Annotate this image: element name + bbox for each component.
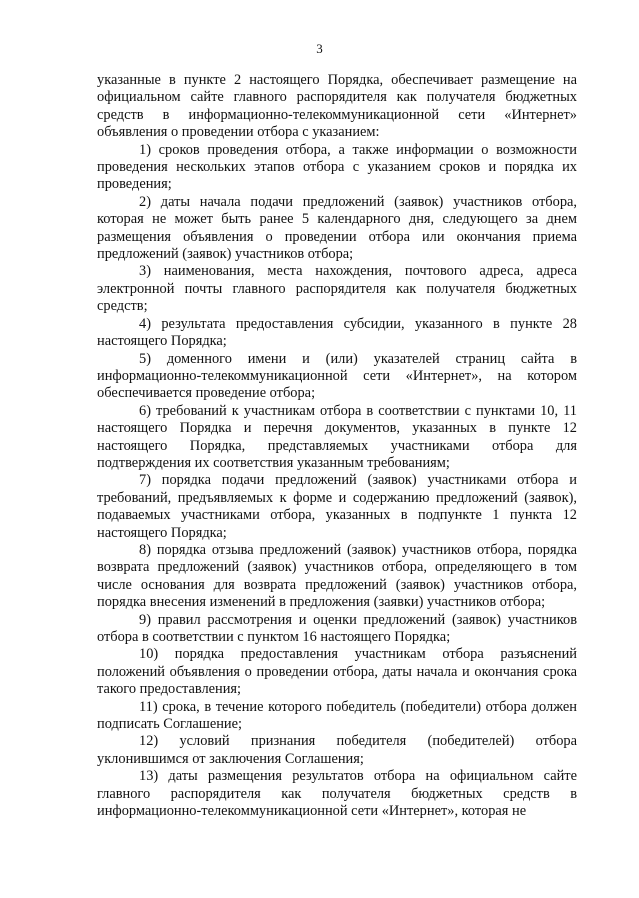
list-item-4: 4) результата предоставления субсидии, указанного в пункте 28 настоящего Порядка; bbox=[97, 315, 577, 350]
list-item-6: 6) требований к участникам отбора в соответствии с пунктами 10, 11 настоящего Порядка и перечня документов, указанных в пункте 12 настоящего Порядка, представляемых участниками отбора для подтверждения их соответствия указанным требованиям; bbox=[97, 402, 577, 471]
list-item-12: 12) условий признания победителя (победителей) отбора уклонившимся от заключения Соглашения; bbox=[97, 733, 577, 767]
list-item-8: 8) порядка отзыва предложений (заявок) участников отбора, порядка возврата предложений (заявок) участников отбора, определяющего в том числе основания для возврата предложений (заявок) участников отбора, порядка внесения изменений в предложения (заявки) участников отбора; bbox=[97, 541, 577, 611]
list-item-11: 11) срока, в течение которого победитель (победители) отбора должен подписать Соглашение; bbox=[97, 698, 577, 733]
list-item-9: 9) правил рассмотрения и оценки предложений (заявок) участников отбора в соответствии с пунктом 16 настоящего Порядка; bbox=[97, 611, 577, 645]
list-item-13: 13) даты размещения результатов отбора на официальном сайте главного распорядителя как получателя бюджетных средств в информационно-телекоммуникационной сети «Интернет», которая не bbox=[97, 768, 577, 820]
list-item-5: 5) доменного имени и (или) указателей страниц сайта в информационно-телекоммуникационной сети «Интернет», на котором обеспечивается проведение отбора; bbox=[97, 350, 577, 402]
page-number: 3 bbox=[316, 41, 323, 56]
list-item-7: 7) порядка подачи предложений (заявок) участниками отбора и требований, предъявляемых к форме и содержанию предложений (заявок), подаваемых участниками отбора, указанных в подпункте 1 пункта 12 настоящего Порядка; bbox=[97, 472, 577, 541]
list-item-3: 3) наименования, места нахождения, почтового адреса, адреса электронной почты главного распорядителя как получателя бюджетных средств; bbox=[97, 263, 577, 315]
list-item-2: 2) даты начала подачи предложений (заявок) участников отбора, которая не может быть ранее 5 календарного дня, следующего за днем размещения объявления о проведении отбора или окончания приема предложений (заявок) участников отбора; bbox=[97, 193, 577, 263]
list-item-1: 1) сроков проведения отбора, а также информации о возможности проведения нескольких этапов отбора с указанием сроков и порядка их проведения; bbox=[97, 141, 577, 193]
document-body bbox=[97, 72, 577, 820]
list-item-10: 10) порядка предоставления участникам отбора разъяснений положений объявления о проведении отбора, даты начала и окончания срока такого предоставления; bbox=[97, 646, 577, 698]
intro-paragraph: указанные в пункте 2 настоящего Порядка, обеспечивает размещение на официальном сайте главного распорядителя как получателя бюджетных средств в информационно-телекоммуникационной сети «Интернет» объявления о проведении отбора с указанием: bbox=[97, 72, 577, 141]
